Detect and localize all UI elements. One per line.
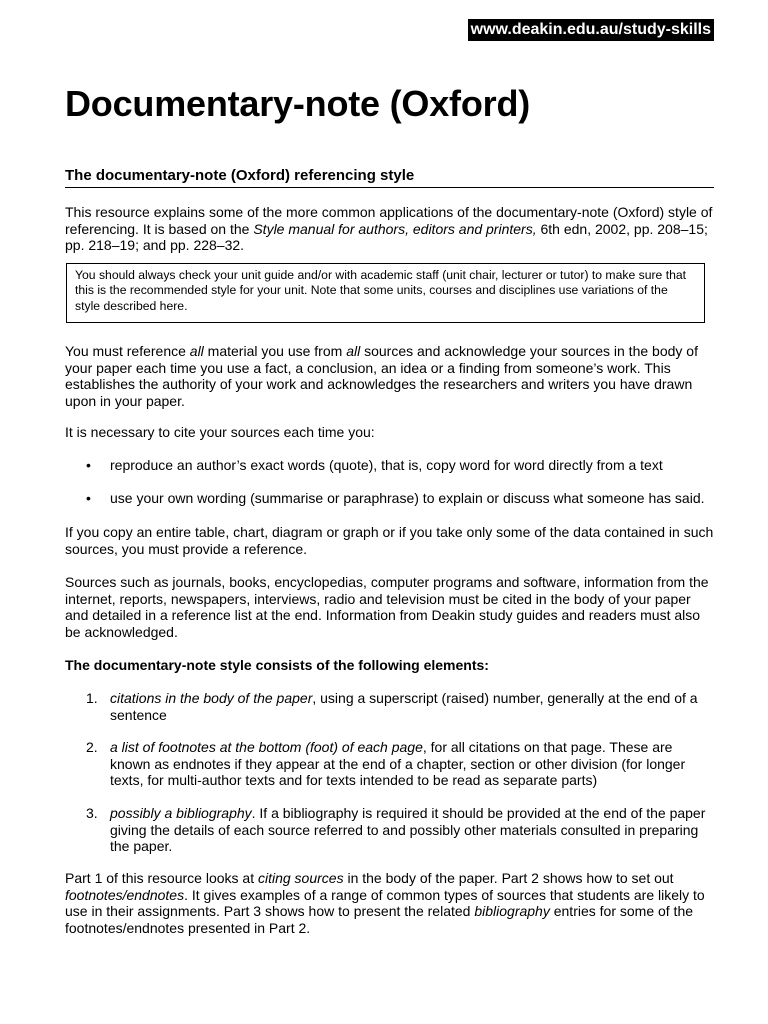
reference-text-2: material you use from	[203, 343, 347, 359]
bullet-marker: •	[86, 457, 91, 473]
sources-paragraph: Sources such as journals, books, encyclopedias, computer programs and software, information from the internet, reports, newspapers, interviews, radio and television must be cited in the body of your paper and detailed in a reference list at the end. Information from Deakin study guides and readers must also be acknowledged.	[65, 574, 709, 640]
bullet-item: use your own wording (summarise or paraphrase) to explain or discuss what someone has said.	[110, 490, 705, 506]
table-paragraph: If you copy an entire table, chart, diagram or graph or if you take only some of the data contained in such sources, you must provide a reference.	[65, 524, 714, 557]
style-manual-title: Style manual for authors, editors and printers,	[253, 220, 537, 237]
list-item-text: , for all citations on that page. These are known as endnotes if they appear at the end of a chapter, section or other division (for longer texts, for multi-author texts and for texts intended to be read as separate parts)	[110, 739, 686, 789]
list-item-italic: a list of footnotes at the bottom (foot) of each page	[110, 739, 423, 755]
reference-paragraph	[65, 343, 715, 409]
cite-intro: It is necessary to cite your sources each time you:	[65, 424, 375, 440]
intro-text: This resource explains some of the more common applications of the documentary-note (Oxford) style of referencing. It is based on the	[65, 204, 713, 237]
list-item	[110, 739, 715, 789]
list-number: 3.	[86, 805, 98, 821]
list-number: 2.	[86, 739, 98, 755]
reference-text-1: You must reference	[65, 343, 190, 359]
list-item	[110, 690, 715, 723]
parts-italic-1: citing sources	[257, 870, 344, 886]
reference-italic-2: all	[346, 343, 361, 359]
list-number: 1.	[86, 690, 98, 706]
parts-paragraph	[65, 870, 715, 936]
reference-text-3: sources and acknowledge your sources in the body of your paper each time you use a fact, a conclusion, an idea or a finding from someone’s work. This establishes the authority of your work and acknowledges the researchers and writers you have drawn upon in your paper.	[65, 343, 698, 409]
reference-italic-1: all	[189, 343, 204, 359]
parts-text-2: in the body of the paper. Part 2 shows how to set out	[343, 870, 674, 886]
intro-paragraph	[65, 204, 715, 254]
list-item-italic: citations in the body of the paper	[110, 690, 313, 706]
site-url-link[interactable]: www.deakin.edu.au/study-skills	[468, 19, 714, 41]
list-item	[110, 805, 715, 855]
list-item-italic: possibly a bibliography	[110, 805, 252, 821]
parts-text-4: entries for some of the footnotes/endnotes presented in Part 2.	[65, 903, 694, 936]
bullet-marker: •	[86, 490, 91, 506]
list-item-text: , using a superscript (raised) number, generally at the end of a sentence	[110, 690, 698, 723]
elements-heading: The documentary-note style consists of the following elements:	[65, 657, 489, 673]
note-box: You should always check your unit guide and/or with academic staff (unit chair, lecturer or tutor) to make sure that this is the recommended style for your unit. Note that some units, courses and disciplines use variations of the style described here.	[66, 263, 705, 323]
page-title: Documentary-note (Oxford)	[65, 83, 531, 124]
list-item-text: . If a bibliography is required it should be provided at the end of the paper giving the details of each source referred to and possibly other materials consulted in preparing the paper.	[110, 805, 706, 855]
bullet-item: reproduce an author’s exact words (quote), that is, copy word for word directly from a text	[110, 457, 663, 473]
parts-italic-3: bibliography	[474, 903, 550, 920]
section-heading: The documentary-note (Oxford) referencing style	[65, 167, 714, 188]
parts-text-3: . It gives examples of a range of common types of sources that students are likely to use in their assignments. Part 3 shows how to present the related	[65, 886, 705, 920]
parts-text-1: Part 1 of this resource looks at	[65, 870, 258, 886]
parts-italic-2: footnotes/endnotes	[65, 886, 185, 903]
intro-text-end: 6th edn, 2002, pp. 208–15; pp. 218–19; and pp. 228–32.	[65, 220, 708, 254]
